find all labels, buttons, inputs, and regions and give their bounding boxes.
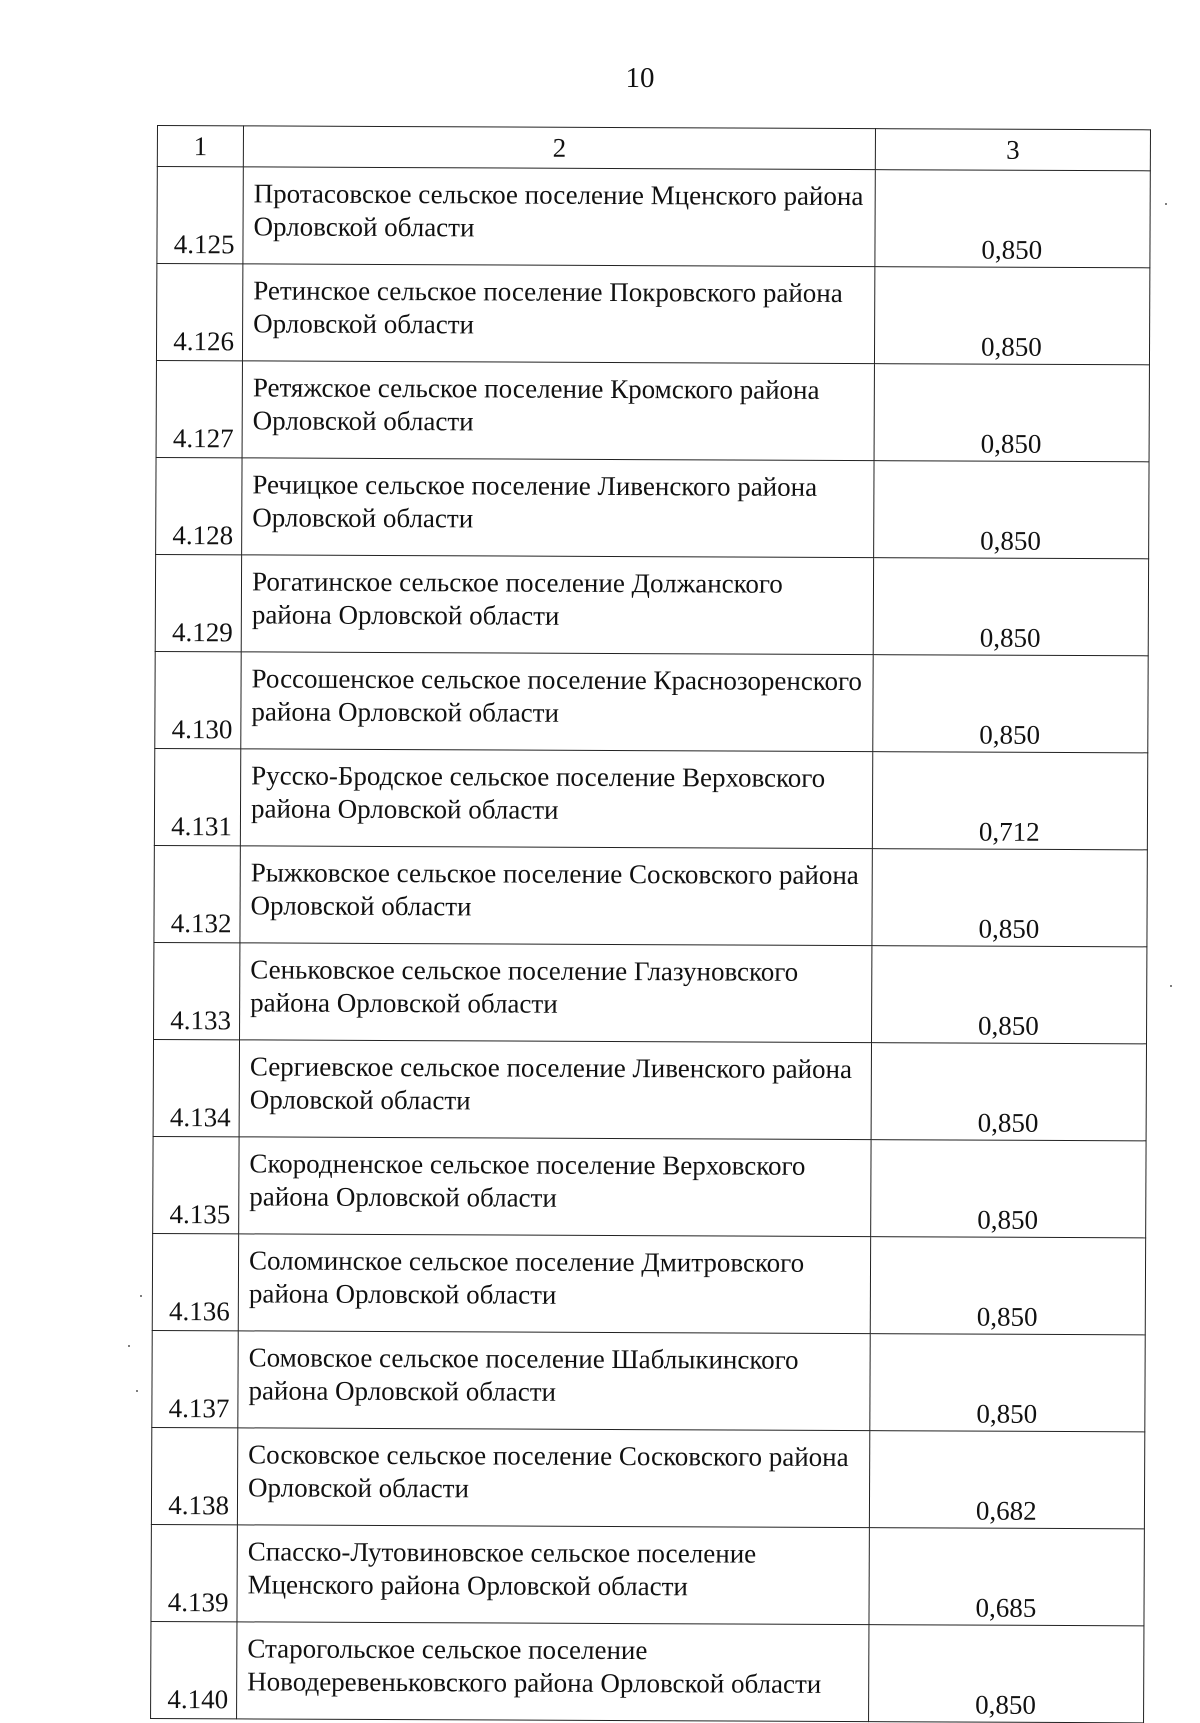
coefficient-value: 0,850 — [874, 364, 1149, 462]
settlement-name: Россошенское сельское поселение Краснозоренского района Орловской области — [241, 652, 873, 752]
table-row — [151, 1427, 1144, 1528]
table-row — [156, 457, 1149, 558]
table-row — [154, 748, 1147, 849]
coefficient-value: 0,850 — [872, 849, 1147, 947]
page-number: 10 — [625, 62, 655, 94]
settlements-table — [150, 125, 1151, 1723]
row-number: 4.137 — [152, 1330, 238, 1427]
coefficient-value: 0,682 — [869, 1431, 1144, 1529]
settlement-name: Сомовское сельское поселение Шаблыкинского района Орловской области — [238, 1331, 870, 1431]
scan-speck — [1170, 985, 1172, 987]
table-row — [156, 264, 1149, 365]
row-number: 4.138 — [151, 1427, 237, 1524]
table-row — [151, 1524, 1144, 1625]
settlement-name: Старогольское сельское поселение Новодеревеньковского района Орловской области — [237, 1622, 869, 1722]
coefficient-value: 0,850 — [870, 1237, 1145, 1335]
row-number: 4.128 — [156, 457, 242, 554]
settlement-name: Соломинское сельское поселение Дмитровского района Орловской области — [238, 1234, 870, 1334]
settlement-name: Сергиевское сельское поселение Ливенского района Орловской области — [239, 1040, 871, 1140]
settlement-name: Скородненское сельское поселение Верховского района Орловской области — [239, 1137, 871, 1237]
row-number: 4.134 — [153, 1039, 239, 1136]
row-number: 4.139 — [151, 1524, 237, 1621]
row-number: 4.133 — [154, 942, 240, 1039]
table-row — [157, 167, 1150, 268]
coefficient-value: 0,850 — [871, 1043, 1146, 1141]
row-number: 4.130 — [155, 651, 241, 748]
coefficient-value: 0,685 — [869, 1528, 1144, 1626]
table-row — [152, 1233, 1145, 1334]
scan-speck — [1165, 203, 1167, 205]
row-number: 4.135 — [153, 1136, 239, 1233]
coefficient-value: 0,850 — [873, 558, 1148, 656]
row-number: 4.127 — [156, 360, 242, 457]
table-row — [156, 360, 1149, 461]
settlement-name: Ретинское сельское поселение Покровского района Орловской области — [242, 264, 874, 364]
settlement-name: Протасовское сельское поселение Мценского района Орловской области — [243, 167, 875, 267]
settlement-name: Рыжковское сельское поселение Сосковского района Орловской области — [240, 846, 872, 946]
table-header-row — [157, 126, 1150, 171]
settlement-name: Рогатинское сельское поселение Должанского района Орловской области — [241, 555, 873, 655]
coefficient-value: 0,850 — [871, 1140, 1146, 1238]
table-row — [155, 651, 1148, 752]
table-row — [153, 1039, 1146, 1140]
row-number: 4.140 — [151, 1621, 237, 1718]
row-number: 4.131 — [154, 748, 240, 845]
table-row — [155, 554, 1148, 655]
settlement-name: Русско-Бродское сельское поселение Верховского района Орловской области — [240, 749, 872, 849]
scan-speck — [140, 1295, 142, 1297]
coefficient-value: 0,850 — [869, 1625, 1144, 1723]
table-row — [154, 845, 1147, 946]
column-header-2: 2 — [243, 126, 875, 170]
row-number: 4.132 — [154, 845, 240, 942]
coefficient-value: 0,850 — [874, 267, 1149, 365]
table-body — [151, 126, 1151, 1723]
settlement-name: Спасско-Лутовиновское сельское поселение Мценского района Орловской области — [237, 1525, 869, 1625]
row-number: 4.126 — [156, 264, 242, 361]
scan-speck — [128, 1345, 130, 1347]
column-header-3: 3 — [875, 129, 1150, 171]
row-number: 4.136 — [152, 1233, 238, 1330]
coefficient-value: 0,712 — [872, 752, 1147, 850]
row-number: 4.125 — [157, 167, 243, 264]
table-row — [154, 942, 1147, 1043]
settlement-name: Сеньковское сельское поселение Глазуновского района Орловской области — [240, 943, 872, 1043]
table-row — [153, 1136, 1146, 1237]
coefficient-value: 0,850 — [874, 461, 1149, 559]
coefficient-value: 0,850 — [872, 946, 1147, 1044]
coefficient-value: 0,850 — [870, 1334, 1145, 1432]
settlement-name: Речицкое сельское поселение Ливенского района Орловской области — [242, 458, 874, 558]
table-row — [152, 1330, 1145, 1431]
column-header-1: 1 — [157, 126, 243, 167]
coefficient-value: 0,850 — [873, 655, 1148, 753]
row-number: 4.129 — [155, 554, 241, 651]
settlement-name: Сосковское сельское поселение Сосковского района Орловской области — [237, 1428, 869, 1528]
coefficient-value: 0,850 — [875, 170, 1150, 268]
settlement-name: Ретяжское сельское поселение Кромского района Орловской области — [242, 361, 874, 461]
table-row — [151, 1621, 1144, 1722]
scan-speck — [136, 1390, 138, 1392]
